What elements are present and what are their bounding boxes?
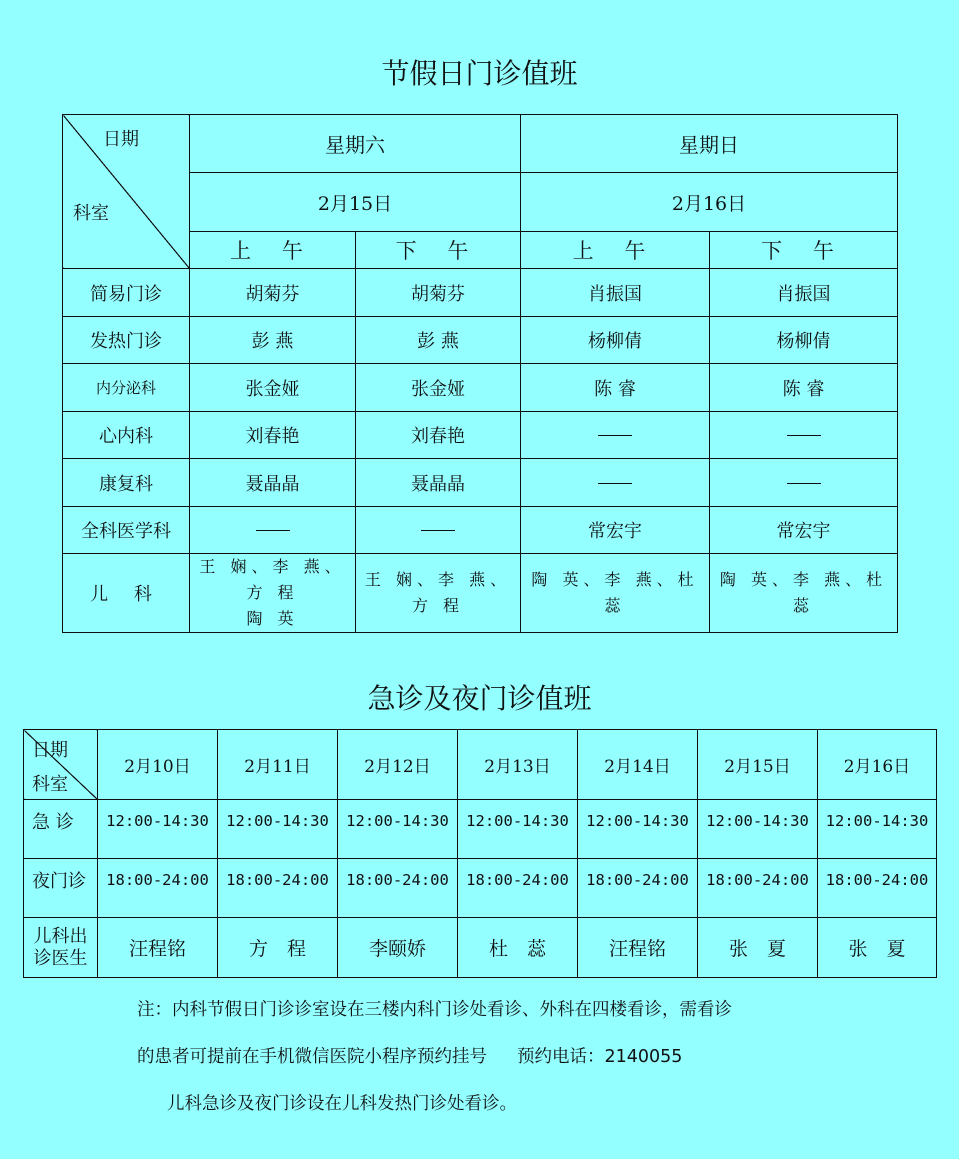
dept-label: 发热门诊: [63, 317, 190, 364]
time-cell: 18:00-24:00: [578, 859, 698, 918]
dept-label: 康复科: [63, 459, 190, 507]
doctor-cell: 张 夏: [818, 918, 937, 978]
doctor-cell: 常宏宇: [710, 507, 898, 554]
row-label-line: 儿科出: [33, 925, 88, 947]
dept-label: 简易门诊: [63, 269, 190, 317]
corner-date-label: 日期: [103, 129, 139, 150]
empty-cell: [356, 507, 521, 554]
table-row: [63, 364, 898, 412]
emergency-schedule-title: 急诊及夜门诊值班: [367, 682, 592, 715]
time-cell: 12:00-14:30: [98, 800, 218, 859]
note-line-3: 儿科急诊及夜门诊设在儿科发热门诊处看诊。: [167, 1094, 517, 1114]
dash-placeholder: [787, 435, 821, 436]
date-header: 2月15日: [698, 730, 818, 800]
corner-dept-label: 科室: [73, 203, 109, 224]
empty-cell: [710, 459, 898, 507]
empty-cell: [521, 459, 710, 507]
dash-placeholder: [787, 483, 821, 484]
table-row: [63, 459, 898, 507]
doctor-cell: 汪程铭: [578, 918, 698, 978]
corner-date-label: 日期: [32, 740, 68, 761]
note-line-2: [137, 1043, 682, 1068]
doctor-cell: 陶 英、李 燕、杜 蕊: [521, 554, 710, 633]
period-header: 下 午: [356, 232, 521, 269]
weekday-header-sun: 星期日: [521, 115, 898, 173]
weekday-header-sat: 星期六: [190, 115, 521, 173]
doctor-cell: 汪程铭: [98, 918, 218, 978]
date-header-sun: 2月16日: [521, 173, 898, 232]
period-header: 上 午: [190, 232, 356, 269]
row-label-line: 诊医生: [33, 947, 88, 969]
doctor-cell: 陈 睿: [521, 364, 710, 412]
doctor-cell: 胡菊芬: [190, 269, 356, 317]
doctor-cell: 王 娴、李 燕、方 程: [356, 554, 521, 633]
doctor-cell: 张金娅: [190, 364, 356, 412]
table-row: [63, 554, 898, 633]
time-cell: 12:00-14:30: [218, 800, 338, 859]
doctor-cell: 李颐娇: [338, 918, 458, 978]
table-row: [63, 412, 898, 459]
emergency-schedule-table: [23, 729, 937, 978]
empty-cell: [710, 412, 898, 459]
date-header: 2月16日: [818, 730, 937, 800]
holiday-schedule-title: 节假日门诊值班: [381, 57, 578, 90]
time-cell: 18:00-24:00: [818, 859, 937, 918]
period-header: 下 午: [710, 232, 898, 269]
doctor-cell: 方 程: [218, 918, 338, 978]
doctor-cell: 张 夏: [698, 918, 818, 978]
doctor-cell: 肖振国: [710, 269, 898, 317]
doctor-cell: 刘春艳: [356, 412, 521, 459]
note-phone: 预约电话：2140055: [517, 1047, 683, 1067]
time-cell: 12:00-14:30: [458, 800, 578, 859]
time-cell: 18:00-24:00: [458, 859, 578, 918]
time-cell: 12:00-14:30: [338, 800, 458, 859]
corner-header: [24, 730, 98, 800]
row-label-emergency: 急 诊: [24, 800, 98, 859]
date-header: 2月11日: [218, 730, 338, 800]
table-row: [24, 859, 937, 918]
dept-label: 心内科: [63, 412, 190, 459]
dept-label: 内分泌科: [63, 364, 190, 412]
time-cell: 12:00-14:30: [698, 800, 818, 859]
time-cell: 18:00-24:00: [98, 859, 218, 918]
dept-label: 全科医学科: [63, 507, 190, 554]
date-header: 2月12日: [338, 730, 458, 800]
dash-placeholder: [421, 530, 455, 531]
doctor-cell: 陈 睿: [710, 364, 898, 412]
doctor-cell: 杜 蕊: [458, 918, 578, 978]
corner-dept-label: 科室: [32, 774, 68, 795]
time-cell: 12:00-14:30: [818, 800, 937, 859]
doctor-line: 陶 英: [246, 609, 299, 628]
doctor-cell: 聂晶晶: [190, 459, 356, 507]
table-row: [24, 918, 937, 978]
dash-placeholder: [598, 435, 632, 436]
date-header-sat: 2月15日: [190, 173, 521, 232]
row-label-night-clinic: 夜门诊: [24, 859, 98, 918]
table-row: [63, 269, 898, 317]
period-header: 上 午: [521, 232, 710, 269]
corner-header: [63, 115, 190, 269]
note-appointment-text: 的患者可提前在手机微信医院小程序预约挂号: [137, 1047, 487, 1067]
doctor-line: 王 娴、李 燕、方 程: [199, 557, 346, 602]
doctor-cell: 刘春艳: [190, 412, 356, 459]
row-label-pediatric-doctor: [24, 918, 98, 978]
table-row: [24, 800, 937, 859]
doctor-cell: 彭 燕: [356, 317, 521, 364]
holiday-schedule-table: [62, 114, 898, 633]
time-cell: 18:00-24:00: [338, 859, 458, 918]
doctor-cell: 聂晶晶: [356, 459, 521, 507]
date-header: 2月13日: [458, 730, 578, 800]
dash-placeholder: [256, 530, 290, 531]
table-row: [63, 507, 898, 554]
doctor-cell: 杨柳倩: [521, 317, 710, 364]
doctor-cell: 陶 英、李 燕、杜 蕊: [710, 554, 898, 633]
time-cell: 12:00-14:30: [578, 800, 698, 859]
table-row: [63, 317, 898, 364]
empty-cell: [521, 412, 710, 459]
empty-cell: [190, 507, 356, 554]
doctor-cell: 张金娅: [356, 364, 521, 412]
time-cell: 18:00-24:00: [218, 859, 338, 918]
doctor-cell: 胡菊芬: [356, 269, 521, 317]
dept-label: 儿 科: [63, 554, 190, 633]
dash-placeholder: [598, 483, 632, 484]
date-header: 2月10日: [98, 730, 218, 800]
doctor-cell: 常宏宇: [521, 507, 710, 554]
doctor-cell: 杨柳倩: [710, 317, 898, 364]
note-line-1: 注：内科节假日门诊诊室设在三楼内科门诊处看诊、外科在四楼看诊，需看诊: [137, 1000, 732, 1020]
doctor-cell: [190, 554, 356, 633]
time-cell: 18:00-24:00: [698, 859, 818, 918]
doctor-cell: 肖振国: [521, 269, 710, 317]
doctor-cell: 彭 燕: [190, 317, 356, 364]
date-header: 2月14日: [578, 730, 698, 800]
